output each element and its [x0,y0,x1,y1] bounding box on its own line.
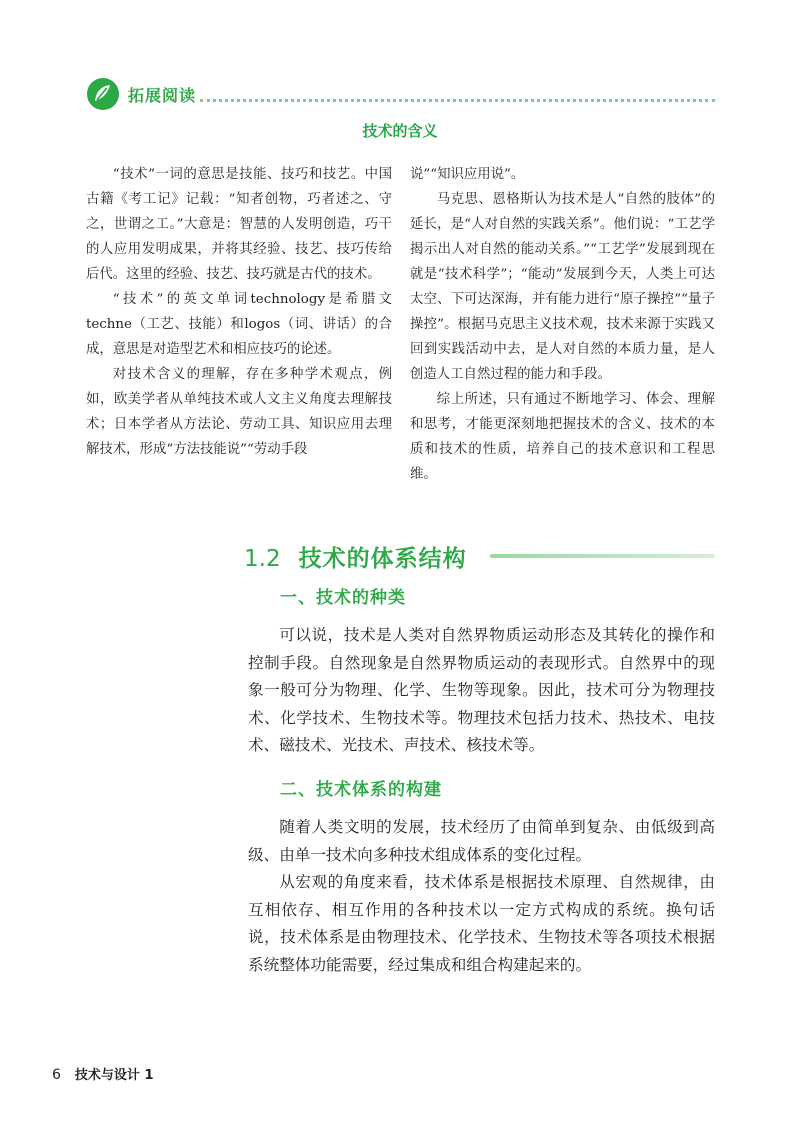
page-footer [52,1064,154,1083]
paragraph: “技术”一词的意思是技能、技巧和技艺。中国古籍《考工记》记载：“知者创物，巧者述之、守之，世谓之工。”大意是：智慧的人发明创造，巧干的人应用发明成果，并将其经验、技艺、技巧传给后代。这里的经验、技艺、技巧就是古代的技术。 [86,167,392,282]
reading-right-column [410,162,715,487]
paragraph: 从宏观的角度来看，技术体系是根据技术原理、自然规律，由互相依存、相互作用的各种技术以一定方式构成的系统。换句话说，技术体系是由物理技术、化学技术、生物技术等各项技术根据系统整体功能需要，经过集成和组合构建起来的。 [248,873,715,974]
paragraph: 说”“知识应用说”。 [410,167,525,182]
book-title: 技术与设计 1 [74,1068,154,1083]
tag-label: 拓展阅读 [128,85,197,105]
page-number: 6 [52,1067,61,1083]
subsection-title-1: 一、技术的种类 [280,588,406,608]
extended-reading-tag [86,78,196,110]
section-number: 1.2 [244,546,281,572]
section-heading [244,540,467,573]
paragraph: 对技术含义的理解，存在多种学术观点，例如，欧美学者从单纯技术或人文主义角度去理解技术；日本学者从方法论、劳动工具、知识应用去理解技术，形成“方法技能说”“劳动手段 [86,367,392,457]
paragraph: 可以说，技术是人类对自然界物质运动形态及其转化的操作和控制手段。自然现象是自然界物质运动的表现形式。自然界中的现象一般可分为物理、化学、生物等现象。因此，技术可分为物理技术、化学技术、生物技术等。物理技术包括力技术、热技术、电技术、磁技术、光技术、声技术、核技术等。 [248,626,715,754]
leaf-badge-icon [86,77,120,111]
paragraph: 随着人类文明的发展，技术经历了由简单到复杂、由低级到高级、由单一技术向多种技术组成体系的变化过程。 [248,818,715,864]
subsection-title-2: 二、技术体系的构建 [280,780,442,800]
reading-title: 技术的含义 [362,122,438,140]
reading-left-column [86,162,392,462]
subsection-body-2 [248,814,715,979]
paragraph: “技术”的英文单词technology是希腊文techne（工艺、技能）和logos（词、讲话）的合成，意思是对造型艺术和相应技巧的论述。 [86,292,392,357]
section-title: 技术的体系结构 [298,546,467,572]
paragraph: 马克思、恩格斯认为技术是人“自然的肢体”的延长，是“人对自然的实践关系”。他们说：“工艺学揭示出人对自然的能动关系。”“工艺学”发展到现在就是“技术科学”；“能动”发展到今天，人类上可达太空、下可达深海，并有能力进行“原子操控”“量子操控”。根据马克思主义技术观，技术来源于实践又回到实践活动中去，是人对自然的本质力量，是人创造人工自然过程的能力和手段。 [410,192,715,382]
section-rule [490,554,715,558]
subsection-body-1 [248,622,715,760]
paragraph: 综上所述，只有通过不断地学习、体会、理解和思考，才能更深刻地把握技术的含义、技术的本质和技术的性质，培养自己的技术意识和工程思维。 [410,392,715,482]
dotted-divider [200,99,715,102]
